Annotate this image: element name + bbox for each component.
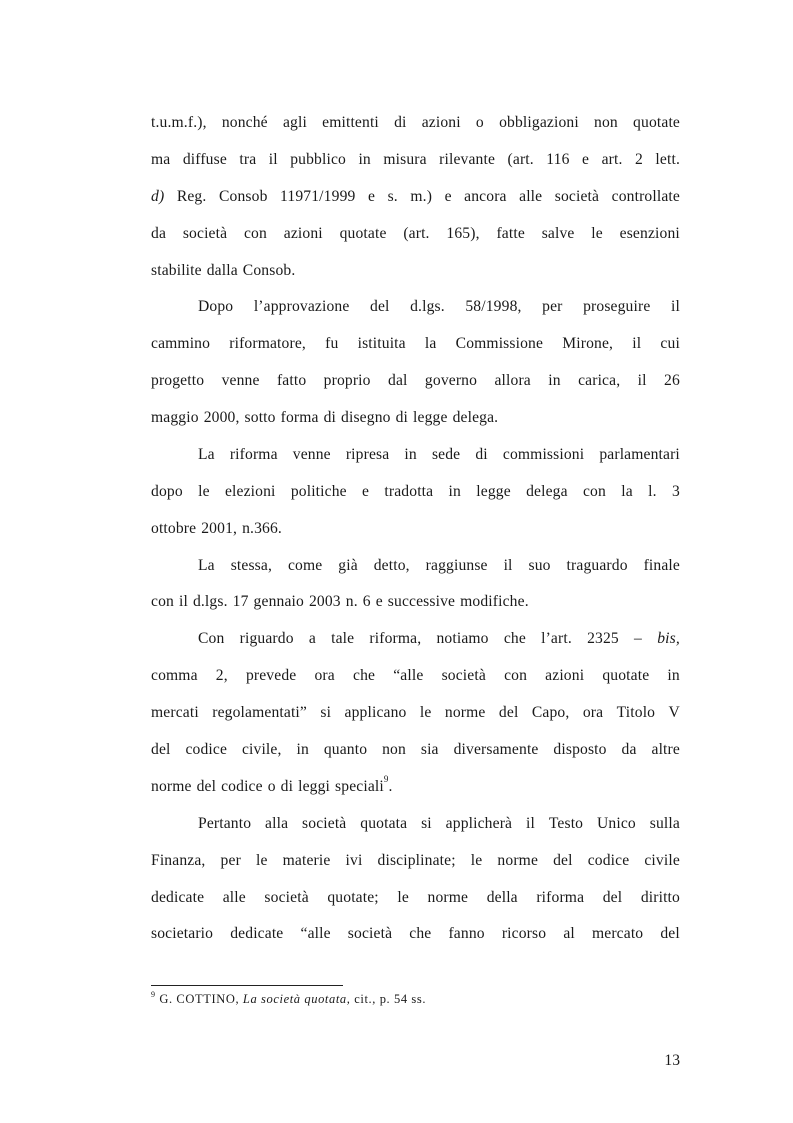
- text-line: Finanza, per le materie ivi disciplinate; le norme del codice civile: [151, 852, 680, 869]
- text-line: societario dedicate “alle società che fanno ricorso al mercato del: [151, 925, 680, 942]
- text-line: Pertanto alla società quotata si applicherà il Testo Unico sulla: [198, 815, 680, 832]
- text-line: progetto venne fatto proprio dal governo allora in carica, il 26: [151, 372, 680, 389]
- text-line: con il d.lgs. 17 gennaio 2003 n. 6 e successive modifiche.: [151, 593, 529, 610]
- page-number: 13: [664, 1052, 680, 1069]
- text-line: da società con azioni quotate (art. 165), fatte salve le esenzioni: [151, 225, 680, 242]
- text-line: dedicate alle società quotate; le norme della riforma del diritto: [151, 889, 680, 906]
- text-line: maggio 2000, sotto forma di disegno di legge delega.: [151, 409, 499, 426]
- text-line: Con riguardo a tale riforma, notiamo che l’art. 2325 – bis,: [198, 630, 680, 647]
- text-line: ma diffuse tra il pubblico in misura rilevante (art. 116 e art. 2 lett.: [151, 151, 680, 168]
- text-line: norme del codice o di leggi speciali$^9$.: [151, 774, 393, 795]
- text-line: La stessa, come già detto, raggiunse il suo traguardo finale: [198, 557, 680, 574]
- text-line: Dopo l’approvazione del d.lgs. 58/1998, per proseguire il: [198, 298, 680, 315]
- text-line: del codice civile, in quanto non sia diversamente disposto da altre: [151, 741, 680, 758]
- text-line: t.u.m.f.), nonché agli emittenti di azioni o obbligazioni non quotate: [151, 114, 680, 131]
- footnote-rest: cit., p. 54 ss.: [350, 992, 427, 1006]
- footnote-number: 9: [151, 990, 156, 999]
- text-line: La riforma venne ripresa in sede di commissioni parlamentari: [198, 446, 680, 463]
- footnote-separator: [151, 985, 343, 986]
- footnote-9: [151, 992, 426, 1007]
- text-line: ottobre 2001, n.366.: [151, 520, 282, 537]
- footnote-title: La società quotata,: [242, 992, 351, 1006]
- text-line: stabilite dalla Consob.: [151, 262, 296, 279]
- text-line: mercati regolamentati” si applicano le norme del Capo, ora Titolo V: [151, 704, 680, 721]
- text-line: cammino riformatore, fu istituita la Commissione Mirone, il cui: [151, 335, 680, 352]
- text-line: comma 2, prevede ora che “alle società con azioni quotate in: [151, 667, 680, 684]
- text-line: d) Reg. Consob 11971/1999 e s. m.) e ancora alle società controllate: [151, 188, 680, 205]
- footnote-author: G. COTTINO,: [155, 992, 243, 1006]
- text-line: dopo le elezioni politiche e tradotta in legge delega con la l. 3: [151, 483, 680, 500]
- footnote-reference: 9: [383, 774, 389, 784]
